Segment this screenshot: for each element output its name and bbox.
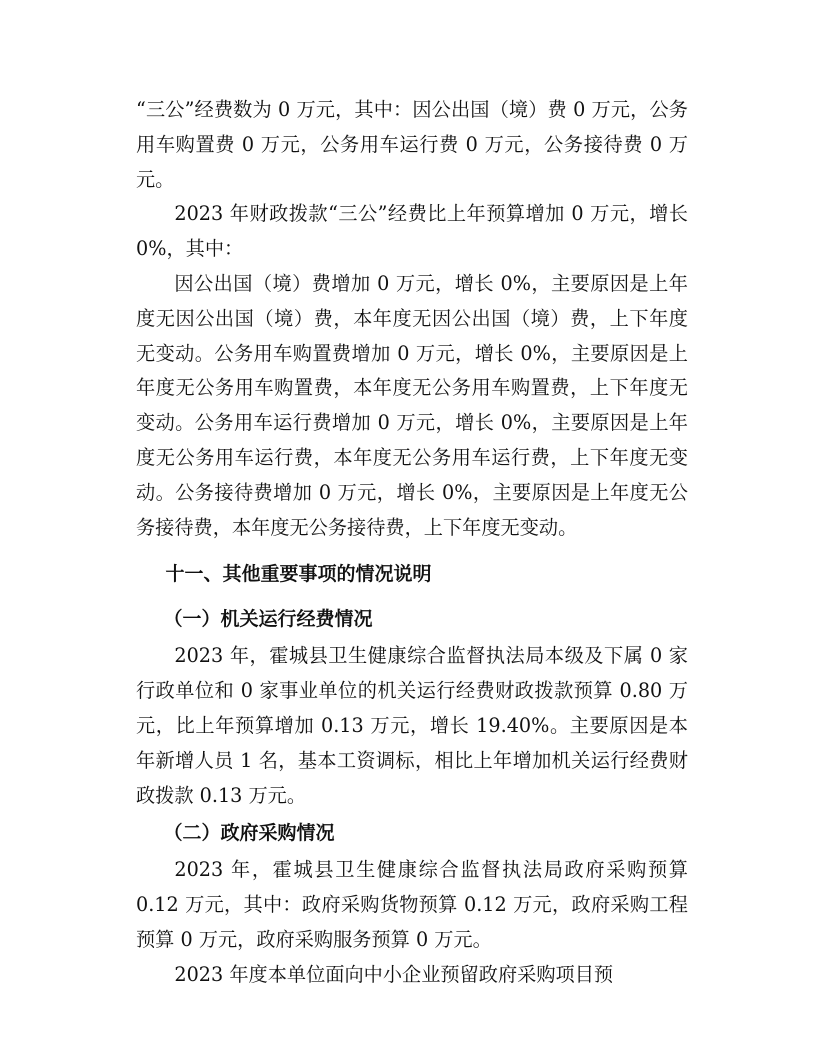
paragraph-procurement: 2023 年，霍城县卫生健康综合监督执法局政府采购预算 0.12 万元，其中：政府采购货物预算 0.12 万元，政府采购工程预算 0 万元，政府采购服务预算 0 万元。 — [136, 858, 688, 951]
subsection-heading-procurement: （二）政府采购情况 — [163, 822, 335, 845]
paragraph-expense-details: 因公出国（境）费增加 0 万元，增长 0%，主要原因是上年度无因公出国（境）费，本年度无因公出国（境）费，上下年度无变动。公务用车购置费增加 0 万元，增长 0%，主要原因是上年度无公务用车购置费，本年度无公务用车购置费，上下年度无变动。公务用车运行费增加 0 万元，增长 0%，主要原因是上年度无公务用车运行费，本年度无公务用车运行费，上下年度无变动。公务接待费增加 0 万元，增长 0%，主要原因是上年度无公务接待费，本年度无公务接待费，上下年度无变动。 — [136, 271, 688, 539]
paragraph-sme-reserved: 2023 年度本单位面向中小企业预留政府采购项目预 — [174, 962, 614, 986]
subsection-heading-operating-expenses: （一）机关运行经费情况 — [163, 608, 373, 631]
paragraph-three-public-expenses: “三公”经费数为 0 万元，其中：因公出国（境）费 0 万元，公务用车购置费 0 万元，公务用车运行费 0 万元，公务接待费 0 万元。 — [136, 98, 688, 191]
section-heading-other-matters: 十一、其他重要事项的情况说明 — [165, 563, 432, 586]
paragraph-2023-comparison: 2023 年财政拨款“三公”经费比上年预算增加 0 万元，增长 0%，其中： — [136, 202, 688, 261]
document-page — [136, 93, 688, 993]
paragraph-operating-expenses: 2023 年，霍城县卫生健康综合监督执法局本级及下属 0 家行政单位和 0 家事业单位的机关运行经费财政拨款预算 0.80 万元，比上年预算增加 0.13 万元，增长 19.40%。主要原因是本年新增人员 1 名，基本工资调标，相比上年增加机关运行经费财政拨款 0.13 万元。 — [136, 644, 688, 807]
